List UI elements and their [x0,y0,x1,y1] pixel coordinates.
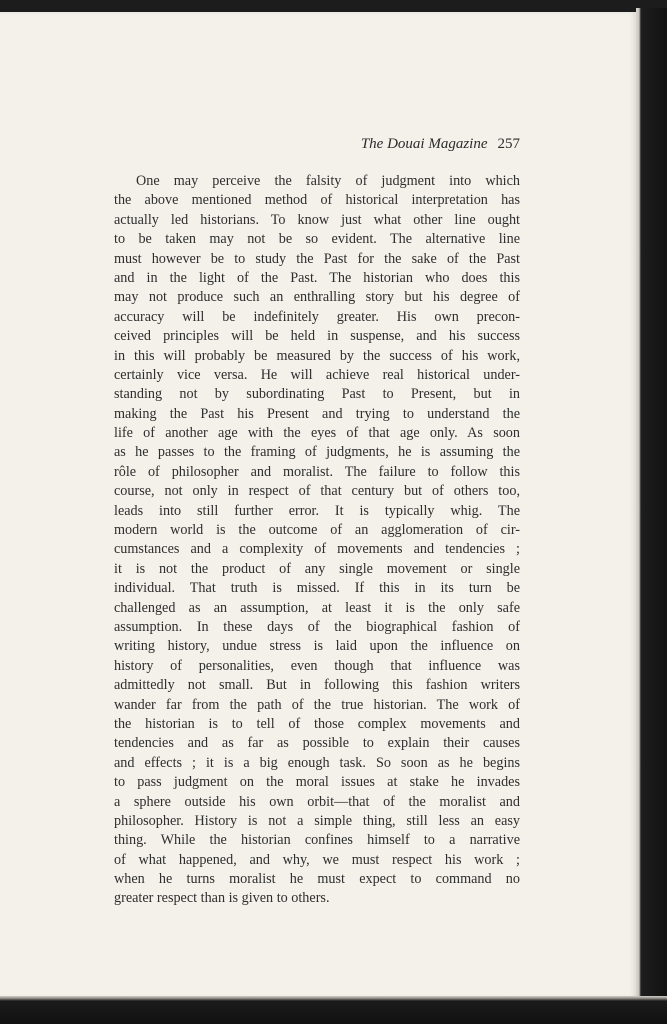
text-line: modern world is the outcome of an agglomeration of cir- [114,522,520,539]
text-line: actually led historians. To know just what other line ought [114,211,520,228]
text-line: and in the light of the Past. The historian who does this [114,269,520,286]
text-line: history of personalities, even though that influence was [114,657,520,674]
text-line: a sphere outside his own orbit—that of the moralist and [114,793,520,810]
page-edge-bottom [0,996,667,1024]
text-line: One may perceive the falsity of judgment into which [136,173,520,189]
text-line: may not produce such an enthralling story but his degree of [114,289,520,306]
text-line: to be taken may not be so evident. The alternative line [114,231,520,248]
text-line: the historian is to tell of those complex movements and [114,715,520,732]
running-head [114,136,520,158]
text-line: rôle of philosopher and moralist. The failure to follow this [114,463,520,480]
text-line: thing. While the historian confines himself to a narrative [114,832,520,849]
text-line: of what happened, and why, we must respect his work ; [114,851,520,868]
text-line: greater respect than is given to others. [114,890,330,907]
journal-title: The Douai Magazine [360,136,488,152]
text-line: philosopher. History is not a simple thing, still less an easy [114,812,520,829]
text-line: as he passes to the framing of judgments, he is assuming the [114,444,520,461]
text-line: assumption. In these days of the biographical fashion of [114,618,520,635]
text-line: and effects ; it is a big enough task. So soon as he begins [114,754,520,771]
text-line: the above mentioned method of historical interpretation has [114,192,520,209]
body-paragraph [114,172,520,909]
text-line: writing history, undue stress is laid upon the influence on [114,638,520,655]
text-line: in this will probably be measured by the success of his work, [114,347,520,364]
text-line: tendencies and as far as possible to explain their causes [114,735,520,752]
text-line: life of another age with the eyes of that age only. As soon [114,425,520,442]
text-line: cumstances and a complexity of movements and tendencies ; [114,541,520,558]
page-number: 257 [497,136,520,152]
text-line: course, not only in respect of that century but of others too, [114,483,520,500]
text-line: leads into still further error. It is typically whig. The [114,502,520,519]
text-line: must however be to study the Past for the sake of the Past [114,250,520,267]
text-line: standing not by subordinating Past to Present, but in [114,386,520,403]
text-line: when he turns moralist he must expect to command no [114,871,520,888]
text-line: admittedly not small. But in following this fashion writers [114,677,520,694]
text-line: wander far from the path of the true historian. The work of [114,696,520,713]
page-edge-right [636,8,667,1008]
text-line: certainly vice versa. He will achieve real historical under- [114,366,520,383]
text-line: accuracy will be indefinitely greater. His own precon- [114,308,520,325]
text-line: challenged as an assumption, at least it is the only safe [114,599,520,616]
text-line: it is not the product of any single movement or single [114,560,520,577]
text-line: making the Past his Present and trying to understand the [114,405,520,422]
text-line: to pass judgment on the moral issues at stake he invades [114,774,520,791]
text-line: individual. That truth is missed. If this in its turn be [114,580,520,597]
text-line: ceived principles will be held in suspense, and his success [114,328,520,345]
